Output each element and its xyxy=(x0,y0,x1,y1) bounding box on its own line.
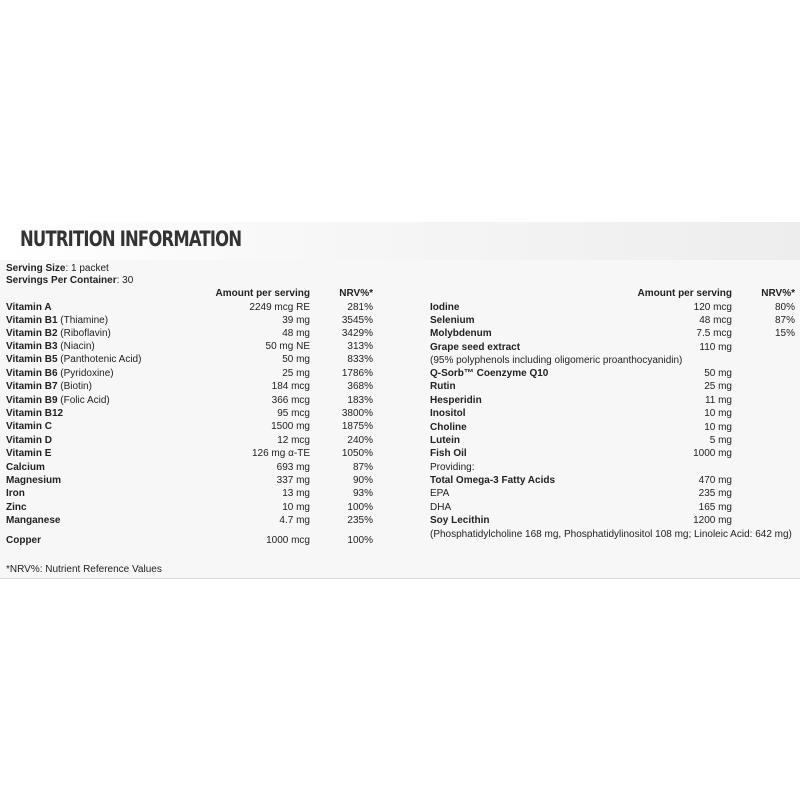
nutrient-name-detail: (Panthotenic Acid) xyxy=(57,354,142,365)
nutrient-nrv: 1050% xyxy=(341,448,373,459)
nutrient-name-main: Copper xyxy=(6,535,41,546)
nutrient-nrv: 93% xyxy=(352,488,373,499)
nutrient-amount: 48 mcg xyxy=(699,315,732,326)
nutrient-amount: 235 mg xyxy=(698,488,732,499)
nutrient-amount: 10 mg xyxy=(704,422,732,433)
servings-per-container-label: Servings Per Container xyxy=(6,275,117,286)
nutrient-name xyxy=(6,381,92,393)
nutrient-name-main: Vitamin B2 xyxy=(6,328,58,339)
nutrient-name-main: Vitamin E xyxy=(6,448,52,459)
nutrient-name xyxy=(6,354,141,366)
nutrient-name: Selenium xyxy=(430,315,475,326)
nutrient-nrv: 1875% xyxy=(341,421,373,432)
nutrient-nrv: 313% xyxy=(347,341,373,352)
nutrient-name xyxy=(6,421,52,433)
nutrient-amount: 110 mg xyxy=(699,342,732,353)
nutrient-name: Q-Sorb™ Coenzyme Q10 xyxy=(430,368,549,379)
nutrient-amount: 50 mg xyxy=(704,368,732,379)
nutrient-name-main: Iron xyxy=(6,488,25,499)
nutrient-name xyxy=(6,462,45,474)
nutrient-amount: 50 mg NE xyxy=(265,341,310,352)
nutrient-amount: 5 mg xyxy=(709,435,732,446)
nutrient-nrv: 833% xyxy=(347,354,373,365)
nutrient-nrv: 15% xyxy=(774,328,795,339)
nutrient-name: EPA xyxy=(430,488,450,499)
nutrient-name-detail: (Niacin) xyxy=(57,341,95,352)
nutrient-amount: 184 mcg xyxy=(271,381,310,392)
nutrient-nrv: 100% xyxy=(347,535,373,546)
nutrient-name xyxy=(6,408,63,420)
nutrient-amount: 1000 mg xyxy=(693,448,732,459)
nutrient-name xyxy=(6,488,25,500)
nutrient-name xyxy=(6,302,52,314)
right-amount-header: Amount per serving xyxy=(637,288,732,299)
nutrient-name: Total Omega-3 Fatty Acids xyxy=(430,475,556,486)
nutrient-amount: 7.5 mcg xyxy=(696,328,732,339)
nutrient-amount: 48 mg xyxy=(282,328,310,339)
nutrient-name-main: Zinc xyxy=(6,502,27,513)
nutrient-amount: 2249 mcg RE xyxy=(249,302,310,313)
nutrient-name-main: Vitamin B12 xyxy=(6,408,64,419)
nutrient-amount: 39 mg xyxy=(282,315,310,326)
serving-size xyxy=(6,263,109,275)
left-nrv-header: NRV%* xyxy=(339,288,373,299)
nutrient-name: Soy Lecithin xyxy=(430,515,490,526)
nutrient-name-main: Vitamin C xyxy=(6,421,52,432)
nutrient-name: Molybdenum xyxy=(430,328,492,339)
nutrient-name-main: Magnesium xyxy=(6,475,62,486)
nutrient-name-main: Vitamin B5 xyxy=(6,354,58,365)
nutrient-amount: 50 mg xyxy=(282,354,310,365)
nutrient-name-detail: (Folic Acid) xyxy=(57,395,110,406)
nutrient-amount: 13 mg xyxy=(282,488,310,499)
nutrient-nrv: 1786% xyxy=(341,368,373,379)
nutrient-nrv: 80% xyxy=(774,302,795,313)
nutrient-nrv: 87% xyxy=(774,315,795,326)
nutrient-name-main: Vitamin D xyxy=(6,435,52,446)
nutrient-name xyxy=(6,435,52,447)
nutrient-name: DHA xyxy=(430,502,452,513)
servings-per-container-value: : 30 xyxy=(116,275,134,286)
nutrient-amount: 12 mcg xyxy=(277,435,310,446)
serving-size-label: Serving Size xyxy=(6,263,66,274)
nutrient-amount: 4.7 mg xyxy=(279,515,310,526)
nutrient-name-main: Calcium xyxy=(6,462,45,473)
nutrient-name: Hesperidin xyxy=(430,395,482,406)
nutrient-name-detail: (Thiamine) xyxy=(57,315,109,326)
nutrient-amount: 693 mg xyxy=(276,462,310,473)
nutrient-name: Providing: xyxy=(430,462,475,473)
nutrient-name: Choline xyxy=(430,422,467,433)
nutrient-name-detail: (Biotin) xyxy=(57,381,92,392)
nutrient-name-detail: (Riboflavin) xyxy=(57,328,111,339)
nutrient-name-main: Vitamin B7 xyxy=(6,381,58,392)
nutrient-nrv: 87% xyxy=(352,462,373,473)
nutrient-name xyxy=(6,368,114,380)
nutrient-amount: 25 mg xyxy=(282,368,310,379)
nutrient-amount: 126 mg α-TE xyxy=(251,448,310,459)
nutrient-nrv: 3429% xyxy=(341,328,373,339)
nutrient-name xyxy=(6,448,51,460)
nutrient-amount: 337 mg xyxy=(276,475,310,486)
nutrient-name-main: Vitamin B6 xyxy=(6,368,58,379)
nutrient-name xyxy=(6,515,60,527)
nutrient-amount: 470 mg xyxy=(698,475,732,486)
nutrient-name xyxy=(6,315,108,327)
nutrient-nrv: 3545% xyxy=(341,315,373,326)
nutrient-nrv: 235% xyxy=(347,515,373,526)
servings-per-container xyxy=(6,275,133,287)
footnote: *NRV%: Nutrient Reference Values xyxy=(6,564,162,575)
nutrient-name: Lutein xyxy=(430,435,460,446)
nutrient-amount: 120 mcg xyxy=(693,302,732,313)
nutrient-name xyxy=(6,328,111,340)
nutrient-name: Inositol xyxy=(430,408,466,419)
nutrient-name xyxy=(6,502,27,514)
nutrient-nrv: 368% xyxy=(347,381,373,392)
nutrient-name: Rutin xyxy=(430,381,456,392)
nutrient-nrv: 90% xyxy=(352,475,373,486)
nutrient-name-main: Vitamin A xyxy=(6,302,52,313)
nutrient-name: (95% polyphenols including oligomeric proanthocyanidin) xyxy=(430,355,683,366)
page-title: NUTRITION INFORMATION xyxy=(20,227,242,251)
nutrient-name xyxy=(6,341,95,353)
nutrient-amount: 95 mcg xyxy=(277,408,310,419)
nutrient-amount: 1200 mg xyxy=(693,515,732,526)
nutrient-nrv: 3800% xyxy=(341,408,373,419)
nutrient-name xyxy=(6,475,61,487)
nutrient-amount: 165 mg xyxy=(698,502,732,513)
nutrient-name-main: Vitamin B3 xyxy=(6,341,58,352)
nutrient-amount: 1000 mcg xyxy=(266,535,310,546)
nutrient-amount: 11 mg xyxy=(704,395,732,406)
nutrient-amount: 10 mg xyxy=(704,408,732,419)
nutrient-name: Fish Oil xyxy=(430,448,467,459)
right-nrv-header: NRV%* xyxy=(761,288,795,299)
nutrient-nrv: 100% xyxy=(347,502,373,513)
nutrient-name-main: Vitamin B9 xyxy=(6,395,58,406)
nutrient-name: Grape seed extract xyxy=(430,342,521,353)
nutrient-amount: 1500 mg xyxy=(271,421,310,432)
left-amount-header: Amount per serving xyxy=(215,288,310,299)
nutrient-name-main: Manganese xyxy=(6,515,61,526)
lecithin-note: (Phosphatidylcholine 168 mg, Phosphatidylinositol 108 mg; Linoleic Acid: 642 mg) xyxy=(430,529,792,540)
nutrient-name xyxy=(6,395,110,407)
nutrient-amount: 366 mcg xyxy=(271,395,310,406)
nutrient-name: Iodine xyxy=(430,302,460,313)
nutrient-name-detail: (Pyridoxine) xyxy=(57,368,114,379)
serving-size-value: : 1 packet xyxy=(65,263,109,274)
nutrient-name-main: Vitamin B1 xyxy=(6,315,58,326)
nutrient-amount: 10 mg xyxy=(282,502,310,513)
nutrient-nrv: 183% xyxy=(347,395,373,406)
nutrient-amount: 25 mg xyxy=(704,381,732,392)
nutrient-nrv: 281% xyxy=(347,302,373,313)
nutrient-nrv: 240% xyxy=(347,435,373,446)
nutrient-name xyxy=(6,535,41,547)
